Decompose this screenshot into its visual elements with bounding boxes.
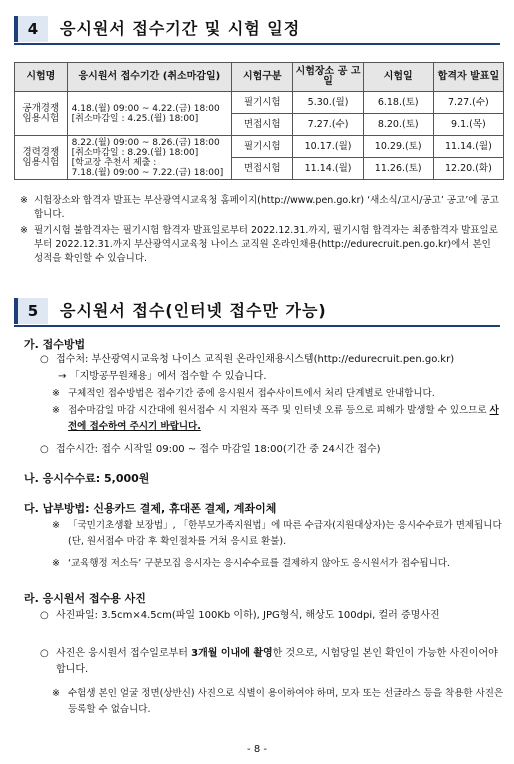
bullet-circle: ○ xyxy=(40,648,49,659)
period-cell: 8.22.(월) 09:00 ~ 8.26.(금) 18:00 [취소마감일 : 8.29.(월) 18:00] [학교장 추천서 제출 : 7.18.(월) 09:00 ~ 7.22.(금) 18:00] xyxy=(67,136,231,180)
note-item xyxy=(20,224,502,266)
notice-date-cell: 5.30.(월) xyxy=(293,92,363,114)
item-text: 한 것으로, 시험당일 본인 확인이 가능한 사진이어야 합니다. xyxy=(56,648,498,675)
list-item xyxy=(52,386,504,402)
section-number: 4 xyxy=(14,16,48,42)
exam-date-cell: 6.18.(토) xyxy=(363,92,433,114)
exam-date-cell: 8.20.(토) xyxy=(363,114,433,136)
reference-mark: ※ xyxy=(20,195,28,206)
section-rule xyxy=(14,43,500,45)
reference-mark: ※ xyxy=(52,688,60,699)
list-item xyxy=(58,369,504,385)
item-text: 「국민기초생활 보장법」, 「한부모가족지원법」에 따른 수급자(지원대상자)는 응시수수료가 면제됩니다(단, 원서접수 마감 후 확인절차를 거쳐 응시료 환불). xyxy=(68,520,502,547)
list-item xyxy=(40,352,504,368)
item-text: 「지방공무원채용」에서 접수할 수 있습니다. xyxy=(69,371,267,382)
notice-date-cell: 7.27.(수) xyxy=(293,114,363,136)
item-text: 접수시간: 접수 시작일 09:00 ~ 접수 마감일 18:00(기간 중 24시간 접수) xyxy=(56,444,381,455)
col-header: 시험명 xyxy=(15,63,68,92)
col-header: 시험일 xyxy=(363,63,433,92)
result-date-cell: 11.14.(월) xyxy=(433,136,503,158)
section-title: 응시원서 접수(인터넷 접수만 가능) xyxy=(60,301,327,320)
list-item xyxy=(52,686,504,718)
exam-kind-cell: 필기시험 xyxy=(232,92,293,114)
col-header: 시험장소 공 고 일 xyxy=(293,63,363,92)
item-text: 사진파일: 3.5cm×4.5cm(파일 100Kb 이하), JPG형식, 해상도 100dpi, 컬러 증명사진 xyxy=(56,610,440,621)
item-text: 수험생 본인 얼굴 정면(상반신) 사진으로 식별이 용이하여야 하며, 모자 또는 선글라스 등을 착용한 사진은 등록할 수 없습니다. xyxy=(68,688,504,715)
result-date-cell: 9.1.(목) xyxy=(433,114,503,136)
section-number: 5 xyxy=(14,298,48,324)
result-date-cell: 7.27.(수) xyxy=(433,92,503,114)
exam-kind-cell: 면접시험 xyxy=(232,158,293,180)
table-row xyxy=(15,92,504,114)
list-item xyxy=(52,403,504,435)
note-text: 시험장소와 합격자 발표는 부산광역시교육청 홈페이지(http://www.pen.go.kr) ‘새소식/고시/공고’ 공고’에 공고합니다. xyxy=(34,195,499,220)
item-text: 접수처: 부산광역시교육청 나이스 교직원 온라인채용시스템(http://edurecruit.pen.go.kr) xyxy=(56,354,455,365)
period-cell: 4.18.(월) 09:00 ~ 4.22.(금) 18:00 [취소마감일 : 4.25.(월) 18:00] xyxy=(67,92,231,136)
reference-mark: ※ xyxy=(52,558,60,569)
bullet-circle: ○ xyxy=(40,354,49,365)
exam-kind-cell: 면접시험 xyxy=(232,114,293,136)
list-item xyxy=(40,608,504,624)
notice-date-cell: 11.14.(월) xyxy=(293,158,363,180)
col-header: 합격자 발표일 xyxy=(433,63,503,92)
exam-date-cell: 11.26.(토) xyxy=(363,158,433,180)
notice-date-cell: 10.17.(월) xyxy=(293,136,363,158)
note-item xyxy=(20,194,502,222)
list-item xyxy=(52,518,504,550)
section-4-header xyxy=(14,16,500,44)
exam-name-cell: 공개경쟁 임용시험 xyxy=(15,92,68,136)
note-text: 필기시험 불합격자는 필기시험 합격자 발표일로부터 2022.12.31.까지, 필기시험 합격자는 최종합격자 발표일로부터 2022.12.31.까지 부산광역시교육청 나이스 교직원 온라인채용(http://edurecruit.pen.go.kr)에서 본인 성적을 확인할 수 있습니다. xyxy=(34,225,498,264)
reference-mark: ※ xyxy=(20,225,28,236)
subsection-title: 나. 응시수수료: 5,000원 xyxy=(24,472,150,485)
exam-date-cell: 10.29.(토) xyxy=(363,136,433,158)
reference-mark: ※ xyxy=(52,405,60,416)
col-header: 시험구분 xyxy=(232,63,293,92)
emphasis-text: 사전에 접수하여 주시기 바랍니다. xyxy=(68,405,499,432)
item-text: ‘교육행정 저소득’ 구분모집 응시자는 응시수수료를 결제하지 않아도 응시원서가 접수됩니다. xyxy=(68,558,450,569)
reference-mark: ※ xyxy=(52,520,60,531)
table-row xyxy=(15,136,504,158)
reference-mark: ※ xyxy=(52,388,60,399)
col-header: 응시원서 접수기간 (취소마감일) xyxy=(67,63,231,92)
exam-kind-cell: 필기시험 xyxy=(232,136,293,158)
item-text: 구체적인 접수방법은 접수기간 중에 응시원서 접수사이트에서 처리 단계별로 안내합니다. xyxy=(68,388,435,399)
exam-name-cell: 경력경쟁 임용시험 xyxy=(15,136,68,180)
list-item xyxy=(40,646,504,678)
arrow-mark: → xyxy=(58,371,67,382)
page-number: - 8 - xyxy=(247,744,267,755)
list-item xyxy=(52,556,504,572)
section-title: 응시원서 접수기간 및 시험 일정 xyxy=(60,19,301,38)
bullet-circle: ○ xyxy=(40,610,49,621)
section-5-header xyxy=(14,298,500,326)
subsection-title: 가. 접수방법 xyxy=(24,338,86,351)
emphasis-text: 3개월 이내에 촬영 xyxy=(191,648,273,659)
table-header-row xyxy=(15,63,504,92)
schedule-table xyxy=(14,62,504,180)
section-rule xyxy=(14,325,500,327)
bullet-circle: ○ xyxy=(40,444,49,455)
list-item xyxy=(40,442,504,458)
item-text: 사진은 응시원서 접수일로부터 xyxy=(56,648,192,659)
item-text: 접수마감일 마감 시간대에 원서접수 시 지원자 폭주 및 인터넷 오류 등으로 피해가 발생할 수 있으므로 xyxy=(68,405,490,416)
subsection-title: 라. 응시원서 접수용 사진 xyxy=(24,592,146,605)
subsection-title: 다. 납부방법: 신용카드 결제, 휴대폰 결제, 계좌이체 xyxy=(24,502,277,515)
result-date-cell: 12.20.(화) xyxy=(433,158,503,180)
